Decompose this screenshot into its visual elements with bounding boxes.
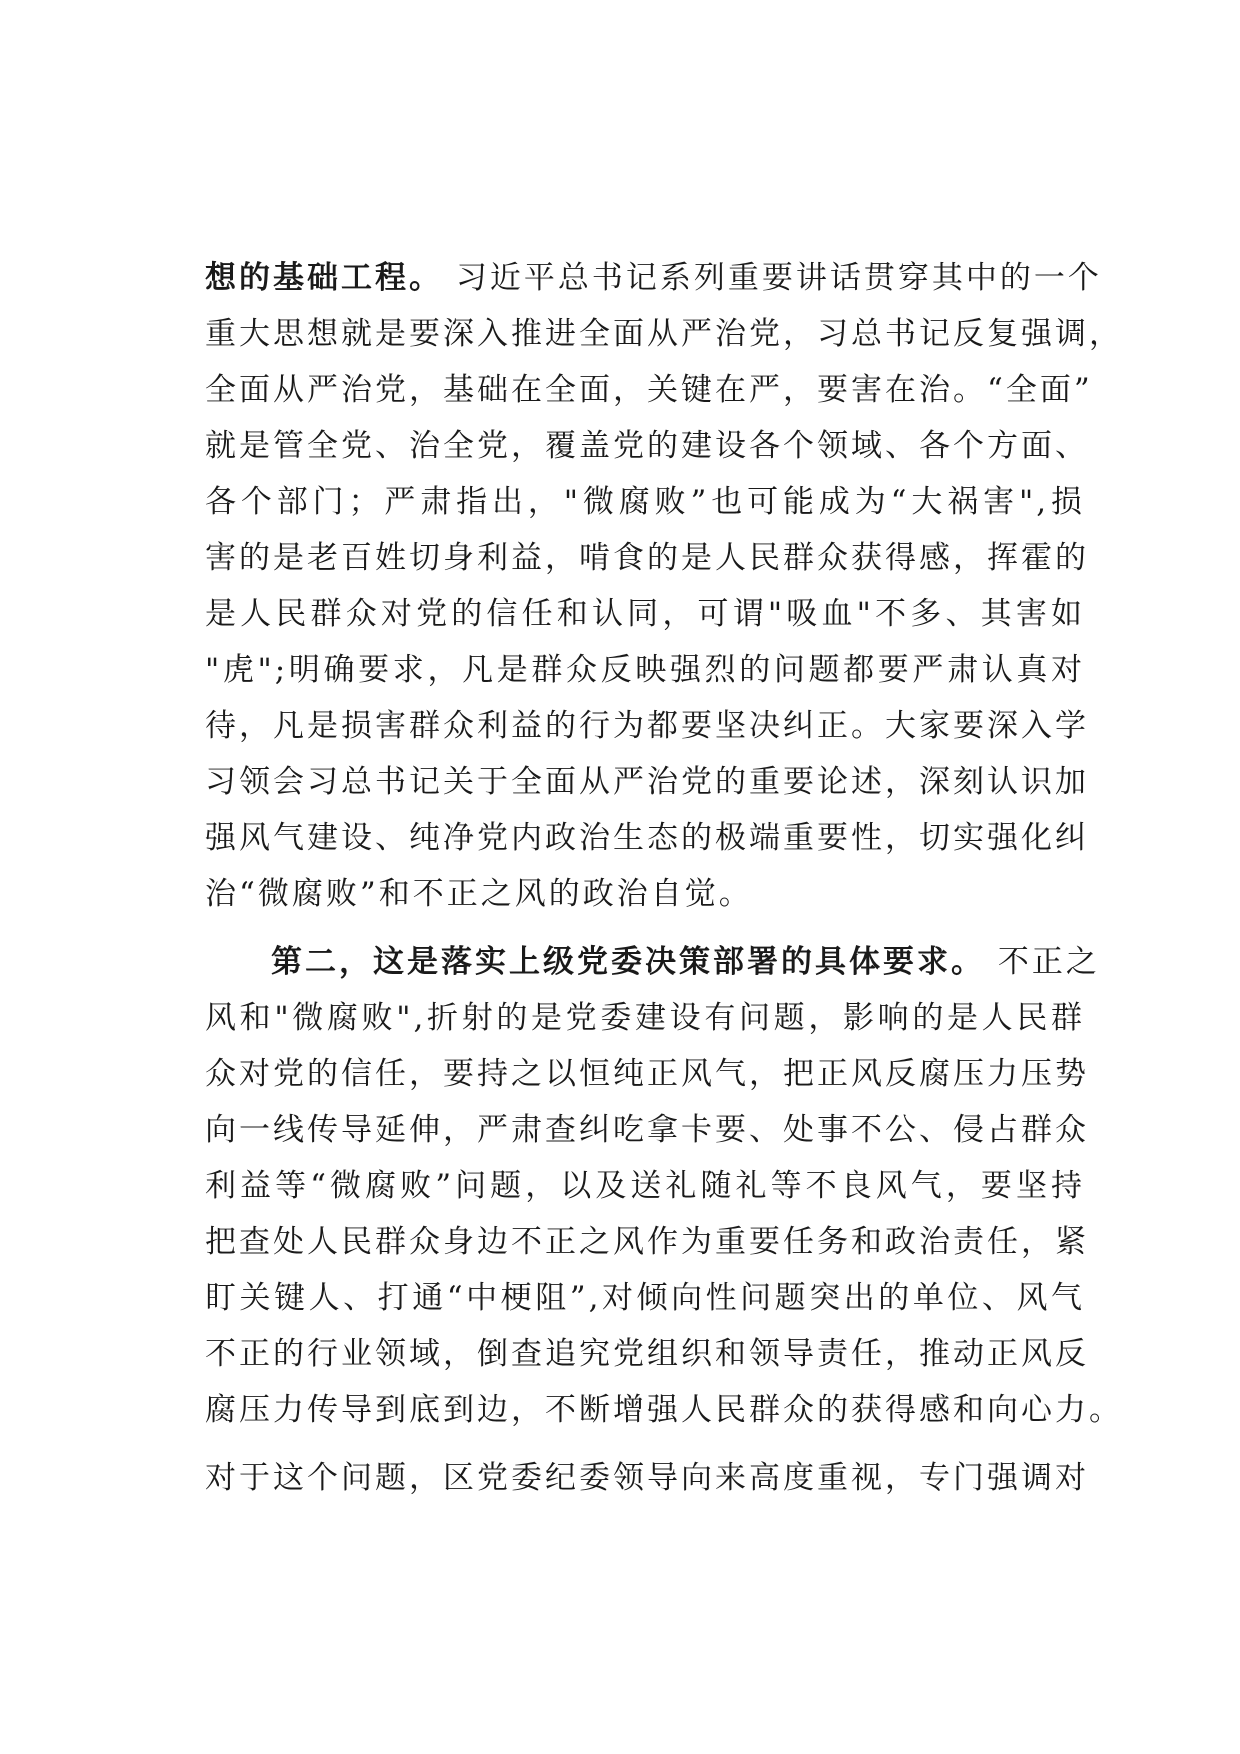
text-line: 重大思想就是要深入推进全面从严治党，习总书记反复强调， [205, 316, 1123, 352]
text-line: 腐压力传导到底到边，不断增强人民群众的获得感和向心力。 [205, 1392, 1123, 1428]
text-line: 想的基础工程。 习近平总书记系列重要讲话贯穿其中的一个 [205, 260, 1102, 296]
bold-heading: 第二，这是落实上级党委决策部署的具体要求。 [271, 944, 985, 980]
paragraph-1 [205, 250, 1123, 922]
text-line: 把查处人民群众身边不正之风作为重要任务和政治责任，紧 [205, 1224, 1089, 1260]
text-line: 治“微腐败”和不正之风的政治自觉。 [205, 876, 753, 912]
text-line: 对于这个问题，区党委纪委领导向来高度重视，专门强调对 [205, 1460, 1089, 1496]
text-line: "虎";明确要求，凡是群众反映强烈的问题都要严肃认真对 [205, 652, 1085, 688]
text-line: 各个部门；严肃指出，"微腐败”也可能成为“大祸害",损 [205, 484, 1085, 520]
text-line: 众对党的信任，要持之以恒纯正风气，把正风反腐压力压势 [205, 1056, 1089, 1092]
paragraph-2 [205, 934, 1123, 1438]
bold-heading: 想的基础工程。 [205, 260, 443, 296]
text-line: 风和"微腐败",折射的是党委建设有问题，影响的是人民群 [205, 1000, 1085, 1036]
text-line: 全面从严治党，基础在全面，关键在严，要害在治。“全面” [205, 372, 1093, 408]
text-line: 强风气建设、纯净党内政治生态的极端重要性，切实强化纠 [205, 820, 1089, 856]
text-line: 盯关键人、打通“中梗阻”,对倾向性问题突出的单位、风气 [205, 1280, 1085, 1316]
text-line: 习领会习总书记关于全面从严治党的重要论述，深刻认识加 [205, 764, 1089, 800]
text-line: 利益等“微腐败”问题，以及送礼随礼等不良风气，要坚持 [205, 1168, 1085, 1204]
text-line: 第二，这是落实上级党委决策部署的具体要求。 不正之 [271, 944, 1100, 980]
text-line: 害的是老百姓切身利益，啃食的是人民群众获得感，挥霍的 [205, 540, 1089, 576]
paragraph-3 [205, 1450, 1089, 1506]
text-line: 待，凡是损害群众利益的行为都要坚决纠正。大家要深入学 [205, 708, 1089, 744]
document-body [205, 250, 1123, 1506]
text-line: 不正的行业领域，倒查追究党组织和领导责任，推动正风反 [205, 1336, 1089, 1372]
text-line: 是人民群众对党的信任和认同，可谓"吸血"不多、其害如 [205, 596, 1085, 632]
text-line: 向一线传导延伸，严肃查纠吃拿卡要、处事不公、侵占群众 [205, 1112, 1089, 1148]
text-line: 就是管全党、治全党，覆盖党的建设各个领域、各个方面、 [205, 428, 1089, 464]
